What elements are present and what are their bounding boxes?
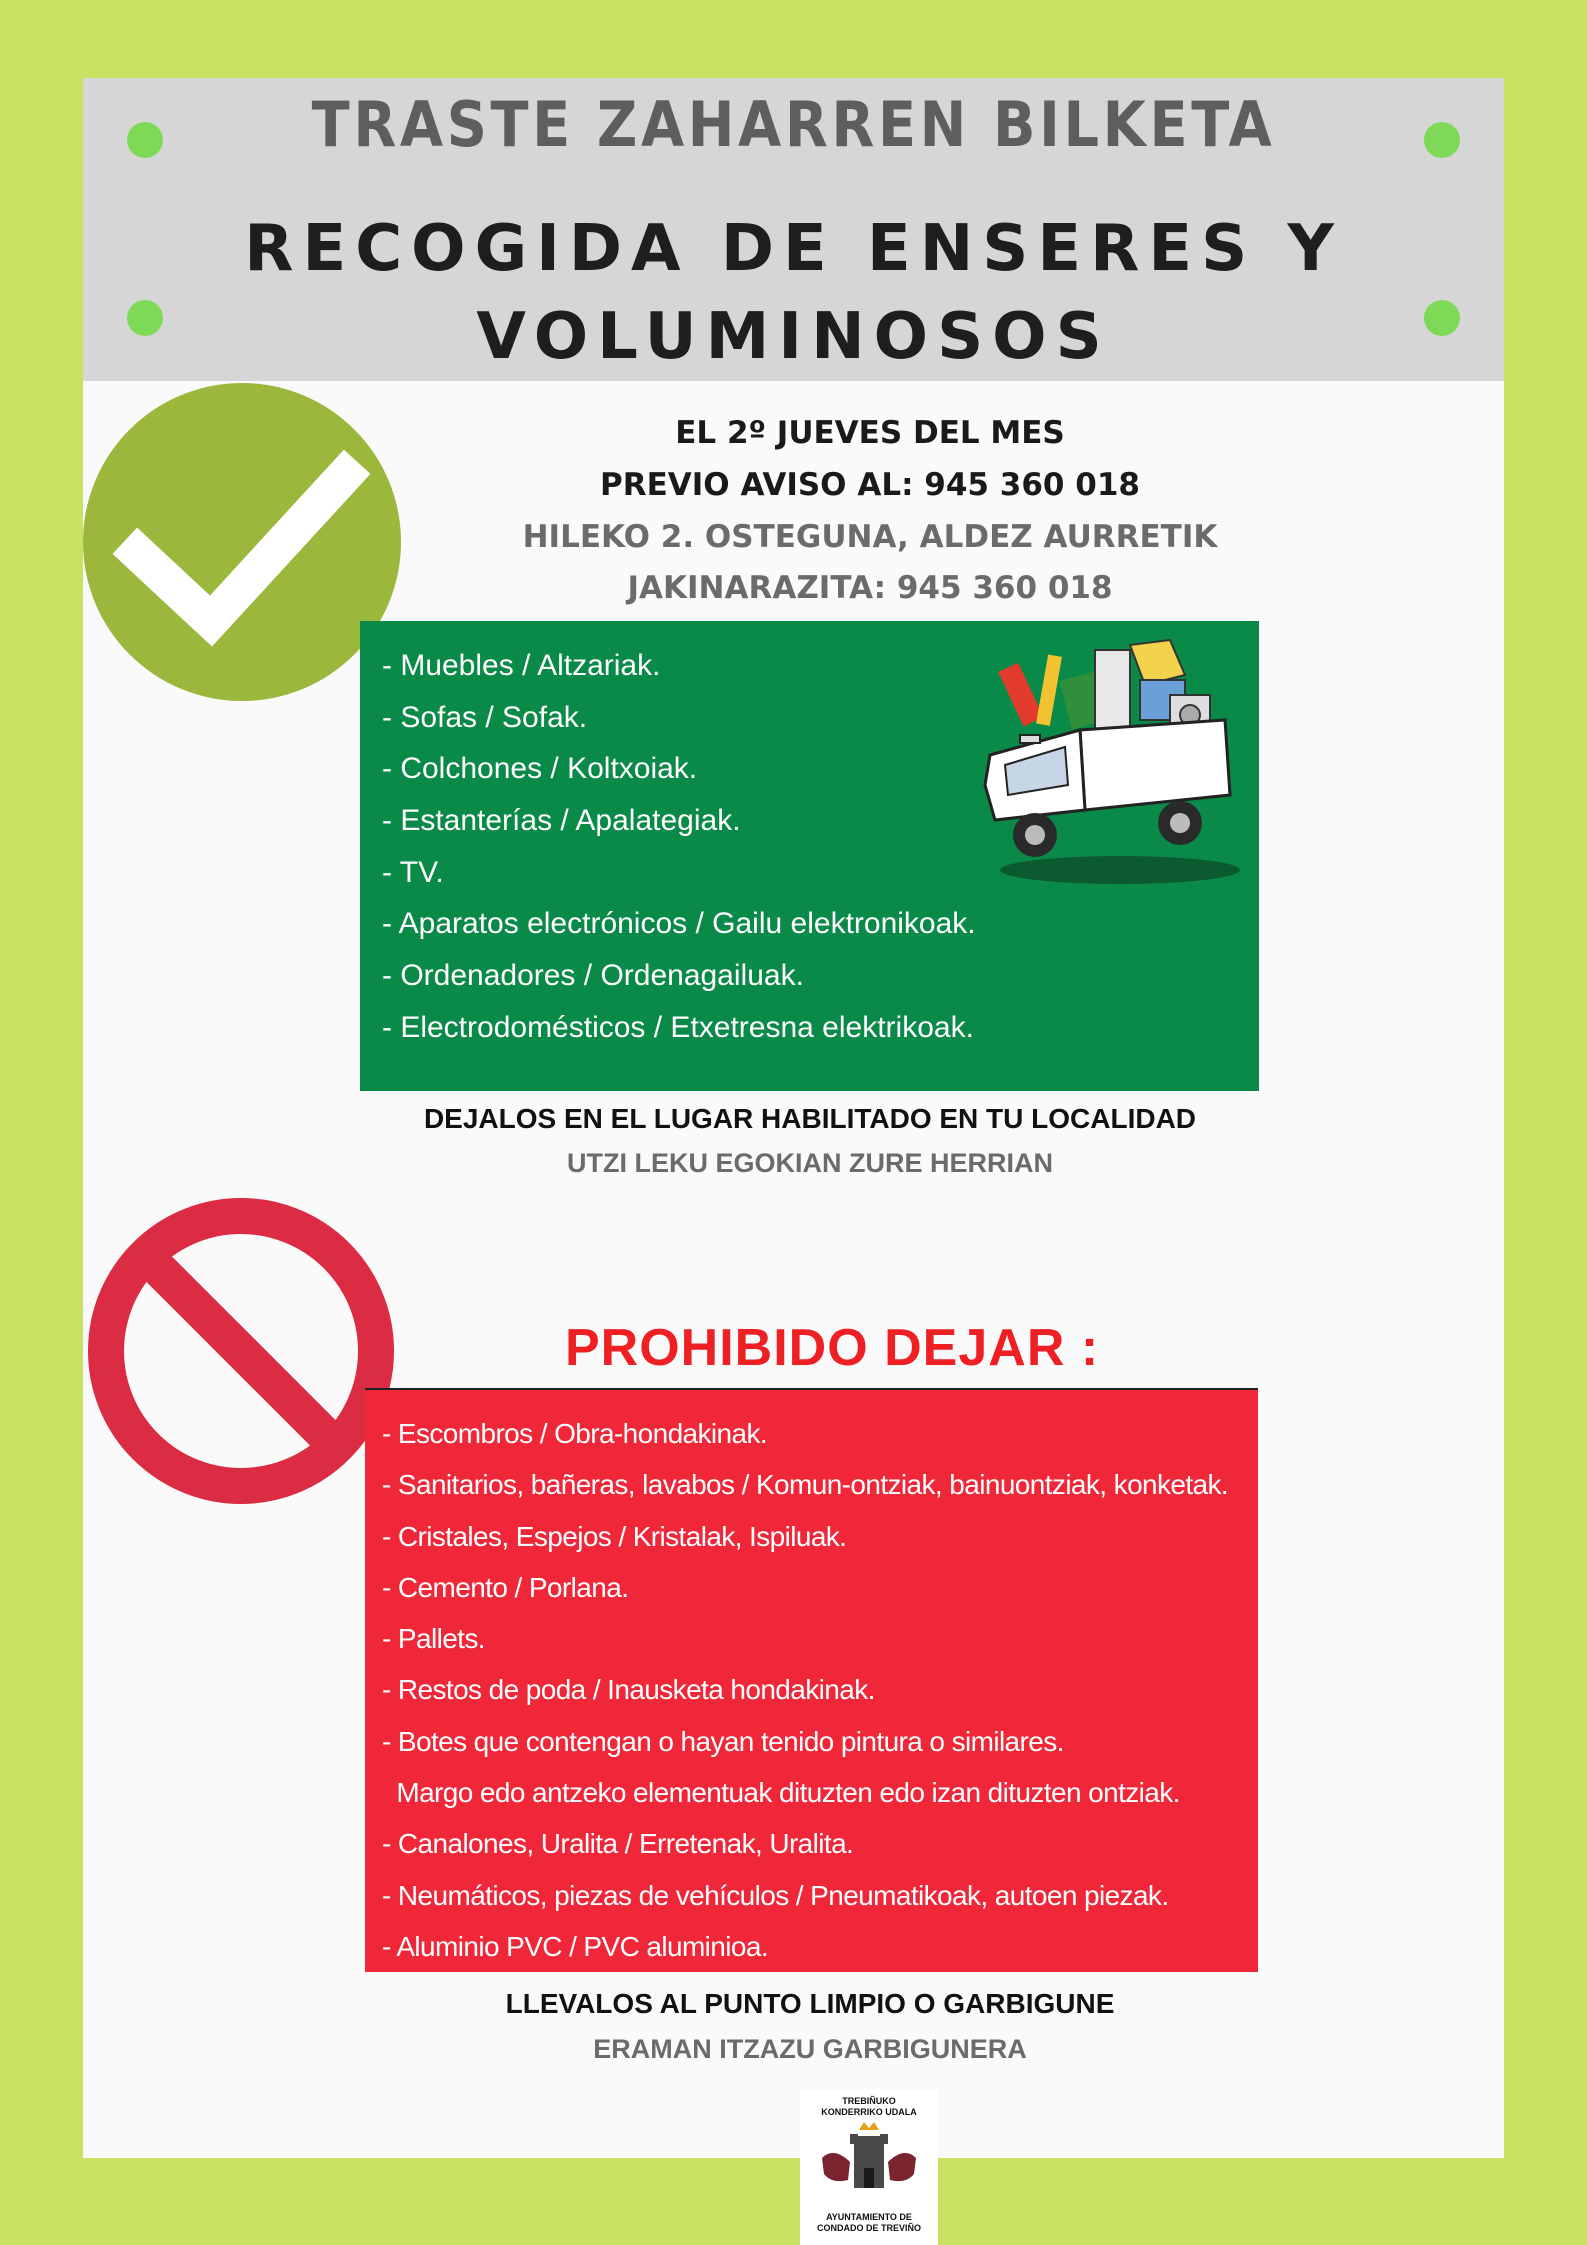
prohibited-instruction-basque: ERAMAN ITZAZU GARBIGUNERA	[593, 2034, 1027, 2064]
prohibited-items-list	[382, 1410, 1228, 1974]
list-item: - Canalones, Uralita / Erretenak, Uralita.	[382, 1828, 854, 1860]
check-icon	[83, 383, 401, 701]
logo-bottom-line2: CONDADO DE TREVIÑO	[816, 2223, 921, 2233]
list-item: Margo edo antzeko elementuak dituzten edo izan dituzten ontziak.	[382, 1777, 1180, 1809]
list-item: - Aluminio PVC / PVC aluminioa.	[382, 1930, 769, 1962]
list-item: - Cristales, Espejos / Kristalak, Ispiluak.	[382, 1520, 847, 1552]
prohibited-title: PROHIBIDO DEJAR :	[565, 1319, 1100, 1377]
allowed-instruction-basque: UTZI LEKU EGOKIAN ZURE HERRIAN	[567, 1148, 1053, 1178]
list-item: - Sofas / Sofak.	[382, 700, 588, 734]
allowed-instruction-spanish: DEJALOS EN EL LUGAR HABILITADO EN TU LOCALIDAD	[423, 1103, 1197, 1134]
logo-top-line2: KONDERRIKO UDALA	[821, 2107, 917, 2117]
list-item: - Neumáticos, piezas de vehículos / Pneumatikoak, autoen piezak.	[382, 1879, 1169, 1911]
list-item: - Muebles / Altzariak.	[382, 649, 661, 682]
list-item: - Restos de poda / Inausketa hondakinak.	[382, 1674, 875, 1706]
municipal-logo	[800, 2090, 938, 2245]
schedule-line-1: EL 2º JUEVES DEL MES	[675, 415, 1065, 451]
logo-top-line1: TREBIÑUKO	[842, 2096, 896, 2106]
schedule-line-2: PREVIO AVISO AL: 945 360 018	[600, 467, 1140, 503]
title-spanish	[83, 205, 1504, 381]
list-item: - Botes que contengan o hayan tenido pintura o similares.	[382, 1725, 1064, 1757]
list-item: - Cemento / Porlana.	[382, 1571, 629, 1603]
title-spanish-line1: RECOGIDA DE ENSERES Y	[244, 212, 1343, 286]
logo-bottom-line1: AYUNTAMIENTO DE	[826, 2212, 912, 2222]
list-item: - Colchones / Koltxoiak.	[382, 752, 698, 786]
list-item: - Electrodomésticos / Etxetresna elektrikoak.	[382, 1010, 974, 1044]
schedule-line-3: HILEKO 2. OSTEGUNA, ALDEZ AURRETIK	[522, 519, 1218, 555]
prohibited-instruction-spanish: LLEVALOS AL PUNTO LIMPIO O GARBIGUNE	[505, 1988, 1115, 2019]
truck-icon	[970, 635, 1250, 895]
list-item: - Pallets.	[382, 1623, 485, 1655]
list-item: - Estanterías / Apalategiak.	[382, 804, 741, 838]
prohibited-icon	[86, 1196, 396, 1506]
title-basque: TRASTE ZAHARREN BILKETA	[311, 88, 1276, 161]
list-item: - Sanitarios, bañeras, lavabos / Komun-ontziak, bainuontziak, konketak.	[382, 1469, 1229, 1501]
title-spanish-line2: VOLUMINOSOS	[476, 300, 1111, 374]
schedule-line-4: JAKINARAZITA: 945 360 018	[627, 570, 1113, 606]
list-item: - TV.	[382, 855, 444, 889]
list-item: - Ordenadores / Ordenagailuak.	[382, 959, 804, 993]
list-item: - Escombros / Obra-hondakinak.	[382, 1418, 768, 1449]
allowed-items-list	[382, 642, 976, 1056]
coat-of-arms-icon	[814, 2118, 924, 2208]
list-item: - Aparatos electrónicos / Gailu elektronikoak.	[382, 907, 976, 941]
